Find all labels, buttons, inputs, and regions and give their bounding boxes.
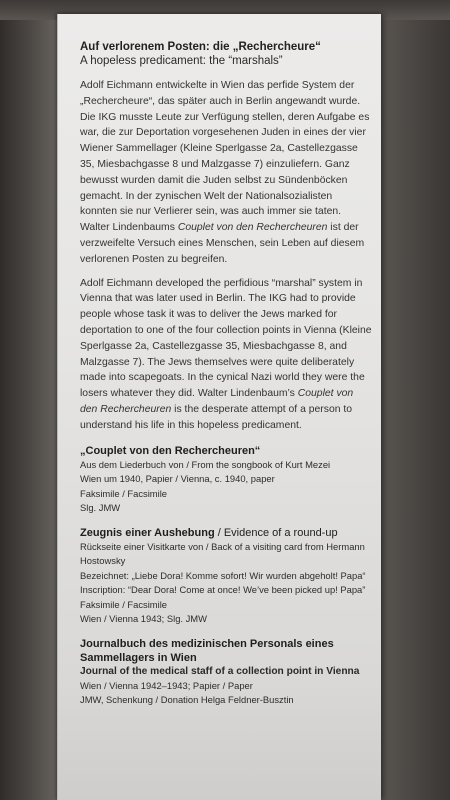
- exhibit-item-title: [80, 637, 372, 665]
- exhibit-item-title-de: Journalbuch des medizinischen Personals eines Sammellagers in Wien: [80, 637, 334, 664]
- exhibit-item-line: Faksimile / Facsimile: [80, 487, 167, 499]
- exhibit-item-subtitle: Journal of the medical staff of a collection point in Vienna: [80, 665, 360, 677]
- title-english: A hopeless predicament: the “marshals”: [80, 55, 283, 67]
- exhibit-item-line: Bezeichnet: „Liebe Dora! Komme sofort! Wir wurden abgeholt! Papa“: [80, 569, 366, 581]
- paragraph-english-italic-title: Couplet von den Rechercheuren: [80, 388, 354, 415]
- exhibit-item-line: Wien um 1940, Papier / Vienna, c. 1940, paper: [80, 473, 275, 485]
- paragraph-german-part-1: Adolf Eichmann entwickelte in Wien das perfide System der „Rechercheure“, das später auch in Berlin angewandt wurde. Die IKG musste Leute zur Verfügung stellen, deren Aufgabe es war, die zur Deportation vorgesehenen Juden in eines der vier Wiener Sammellager (Kleine Sperlgasse 2a, Castellezgasse 35, Miesbachgasse 8 und Malzgasse 7) einzuliefern. Ganz bewusst wurden damit die Juden selbst zu Sündenböcken gemacht. In der zynischen Welt der Nationalsozialisten konnten sie nur Verlierer sein, was auch immer sie taten. Walter Lindenbaums: [80, 80, 370, 234]
- exhibit-item-line: Inscription: “Dear Dora! Come at once! We’ve been picked up! Papa”: [80, 584, 366, 596]
- paragraph-english-part-1: Adolf Eichmann developed the perfidious “marshal” system in Vienna that was later used in Berlin. The IKG had to provide people whose task it was to deliver the Jews marked for deportation to one of the four collection points in Vienna (Kleine Sperlgasse 2a, Castellezgasse 35, Miesbachgasse 8, and Malzgasse 7). The Jews themselves were quite deliberately made into scapegoats. In the cynical Nazi world they were the losers whatever they did. Walter Lindenbaum’s: [80, 277, 372, 400]
- exhibit-item-couplet: [80, 444, 372, 516]
- exhibit-item-title-en: / Evidence of a round-up: [214, 526, 338, 539]
- paragraph-german-italic-title: Couplet von den Rechercheuren: [177, 222, 328, 234]
- exhibition-label-panel: [57, 14, 381, 800]
- exhibit-item-title-de: Zeugnis einer Aushebung: [80, 526, 215, 539]
- exhibit-item-line: Faksimile / Facsimile: [80, 598, 167, 610]
- exhibit-item-line: Wien / Vienna 1942–1943; Papier / Paper: [80, 679, 253, 691]
- exhibit-item-line: JMW, Schenkung / Donation Helga Feldner-Busztin: [80, 694, 294, 706]
- exhibit-item-line: Aus dem Liederbuch von / From the songbook of Kurt Mezei: [80, 458, 331, 470]
- paragraph-german-part-2: ist der verzweifelte Versuch eines Menschen, sein Leben auf diesem verlorenen Posten zu begreifen.: [80, 222, 365, 265]
- paragraph-german: [80, 78, 372, 268]
- exhibit-item-title: [80, 526, 372, 540]
- exhibit-item-title-de: „Couplet von den Rechercheuren“: [80, 444, 261, 457]
- exhibit-item-line: Wien / Vienna 1943; Slg. JMW: [80, 613, 207, 625]
- paragraph-english-part-2: is the desperate attempt of a person to understand his life in this hopeless predicament.: [80, 403, 353, 431]
- exhibit-item-evidence: [80, 526, 372, 627]
- paragraph-english: [80, 276, 372, 434]
- label-content: [80, 40, 372, 708]
- exhibit-item-title: [80, 444, 372, 458]
- exhibit-item-line: Rückseite einer Visitkarte von / Back of a visiting card from Hermann Hostowsky: [80, 540, 365, 567]
- exhibit-item-line: Slg. JMW: [80, 502, 121, 514]
- exhibit-item-journal: [80, 637, 372, 708]
- title-german: Auf verlorenem Posten: die „Rechercheure“: [80, 41, 321, 53]
